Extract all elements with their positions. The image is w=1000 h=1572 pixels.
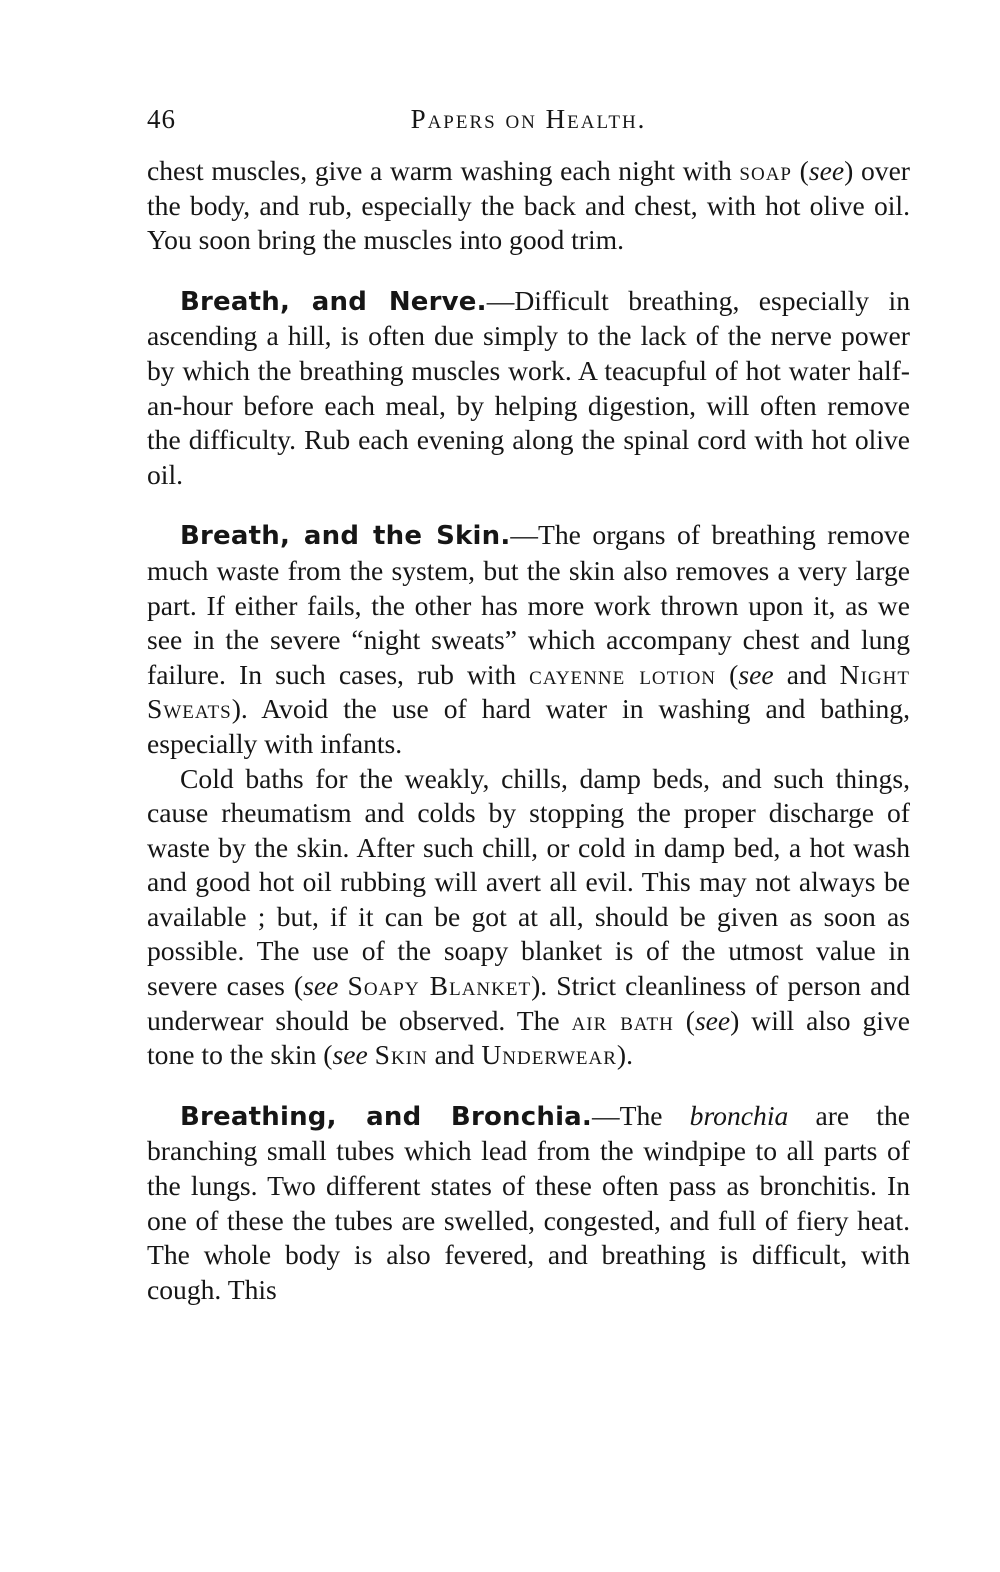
cross-ref-night-sweats: Night Sweats xyxy=(147,658,910,725)
running-head xyxy=(147,104,910,154)
cross-ref-cayenne-lotion: cayenne lotion xyxy=(529,658,717,690)
see-reference: see xyxy=(738,658,774,690)
cross-ref-air-bath: air bath xyxy=(571,1004,674,1036)
see-reference: see xyxy=(332,1039,368,1071)
paragraph-continuation: chest muscles, give a warm washing each night with soap (see) over the body, and rub, especially the back and chest, with hot olive oil. You soon bring the muscles into good trim. xyxy=(147,155,911,256)
cross-ref-soapy-blanket: Soapy Blanket xyxy=(347,970,532,1002)
entry-heading: Breath, and Nerve. xyxy=(180,286,487,317)
see-reference: see xyxy=(303,970,339,1002)
entry-breath-and-nerve: Breath, and Nerve.—Difficult breathing, especially in ascending a hill, is often due simply to the lack of the nerve power by which the breathing muscles work. A teacupful of hot water half-an-hour before each meal, by helping digestion, will often remove the difficulty. Rub each evening along the spinal cord with hot olive oil. xyxy=(147,284,910,490)
running-title: Papers on Health. xyxy=(410,104,647,134)
entry-breath-and-the-skin: Breath, and the Skin.—The organs of breathing remove much waste from the system, but the skin also removes a very large part. If either fails, the other has more work thrown upon it, as we see in the severe “night sweats” which accompany chest and lung failure. In such cases, rub with cayenne lotion (see and Night Sweats). Avoid the use of hard water in washing and bathing, especially with infants. xyxy=(147,519,910,759)
cross-ref-soap: soap xyxy=(739,155,792,186)
cross-ref-skin: Skin xyxy=(374,1039,428,1071)
book-page xyxy=(147,104,910,1307)
italic-term-bronchia: bronchia xyxy=(689,1099,789,1131)
entry-breathing-and-bronchia: Breathing, and Bronchia.—The bronchia are the branching small tubes which lead from the windpipe to all parts of the lungs. Two different states of these often pass as bronchitis. In one of these the tubes are swelled, congested, and full of fiery heat. The whole body is also fevered, and breathing is difficult, with cough. This xyxy=(147,1099,910,1305)
paragraph-cold-baths: Cold baths for the weakly, chills, damp beds, and such things, cause rheumatism and colds by stopping the proper discharge of waste by the skin. After such chill, or cold in damp bed, a hot wash and good hot oil rubbing will avert all evil. This may not always be available ; but, if it can be got at all, should be given as soon as possible. The use of the soapy blanket is of the utmost value in severe cases (see Soapy Blanket). Strict cleanliness of person and underwear should be observed. The air bath (see) will also give tone to the skin (see Skin and Underwear). xyxy=(147,762,910,1071)
see-reference: see xyxy=(694,1004,731,1036)
entry-heading: Breath, and the Skin. xyxy=(180,521,511,552)
entry-heading: Breathing, and Bronchia. xyxy=(180,1101,593,1132)
page-number: 46 xyxy=(147,104,176,134)
see-reference: see xyxy=(808,155,845,186)
cross-ref-underwear: Underwear xyxy=(481,1039,617,1071)
